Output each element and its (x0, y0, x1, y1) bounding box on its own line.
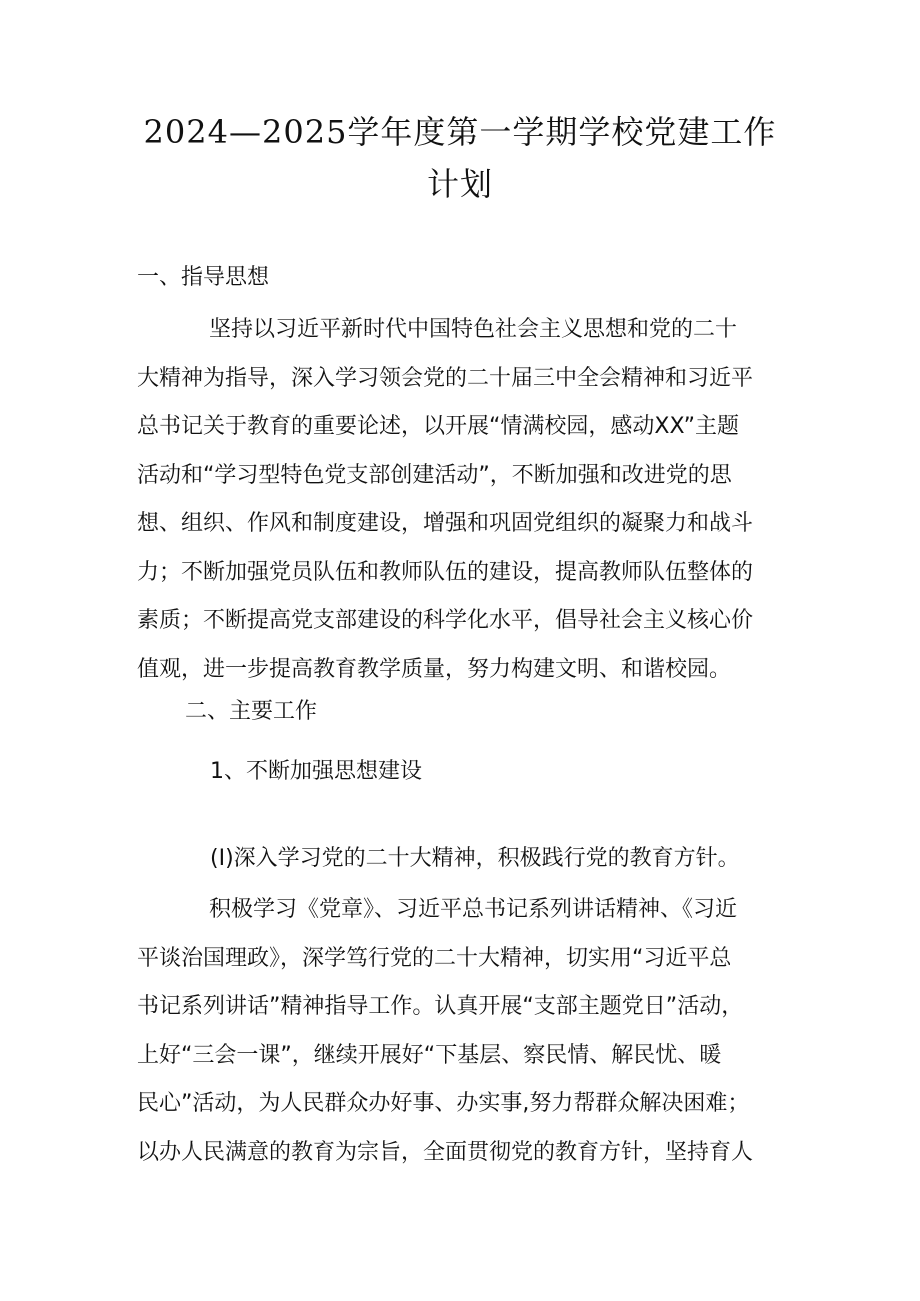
paragraph-line: 坚持以习近平新时代中国特色社会主义思想和党的二十 (209, 317, 738, 342)
subsection-1-heading: 1、不断加强思想建设 (210, 759, 422, 784)
paragraph-line: 民心”活动，为人民群众办好事、办实事,努力帮群众解决困难； (137, 1091, 750, 1116)
paragraph-line: 素质；不断提高党支部建设的科学化水平，倡导社会主义核心价 (137, 608, 754, 633)
section-1-paragraph (137, 306, 783, 694)
paragraph-line: 力；不断加强党员队伍和教师队伍的建设，提高教师队伍整体的 (137, 559, 754, 585)
paragraph-line: 以办人民满意的教育为宗旨，全面贯彻党的教育方针，坚持育人 (137, 1139, 754, 1165)
section-2-heading: 二、主要工作 (185, 699, 318, 724)
paragraph-line: 上好“三会一课”，继续开展好“下基层、察民情、解民忧、暖 (137, 1042, 722, 1068)
section-1-heading: 一、指导思想 (137, 265, 270, 290)
paragraph-line: 值观，进一步提高教育教学质量，努力构建文明、和谐校园。 (137, 656, 732, 682)
paragraph-line: 想、组织、作风和制度建设，增强和巩固党组织的凝聚力和战斗 (137, 511, 754, 536)
paragraph-line: 积极学习《党章》、习近平总书记系列讲话精神、《习近 (209, 897, 738, 922)
document-title-line-2: 计划 (426, 165, 493, 203)
paragraph-line: 活动和“学习型特色党支部创建活动”，不断加强和改进党的思 (137, 462, 732, 488)
subsection-1-paragraph (137, 886, 783, 1177)
paragraph-line: 书记系列讲话”精神指导工作。认真开展“支部主题党日”活动， (137, 994, 744, 1019)
paragraph-line: 大精神为指导，深入学习领会党的二十届三中全会精神和习近平 (137, 365, 754, 391)
subsection-1-item-1: (I)深入学习党的二十大精神，积极践行党的教育方针。 (210, 846, 740, 871)
paragraph-line: 总书记关于教育的重要论述，以开展“情满校园，感动XX”主题 (137, 414, 740, 439)
paragraph-line: 平谈治国理政》，深学笃行党的二十大精神，切实用“习近平总 (137, 945, 732, 971)
document-title-line-1: 2024—2025学年度第一学期学校党建工作 (143, 113, 777, 151)
